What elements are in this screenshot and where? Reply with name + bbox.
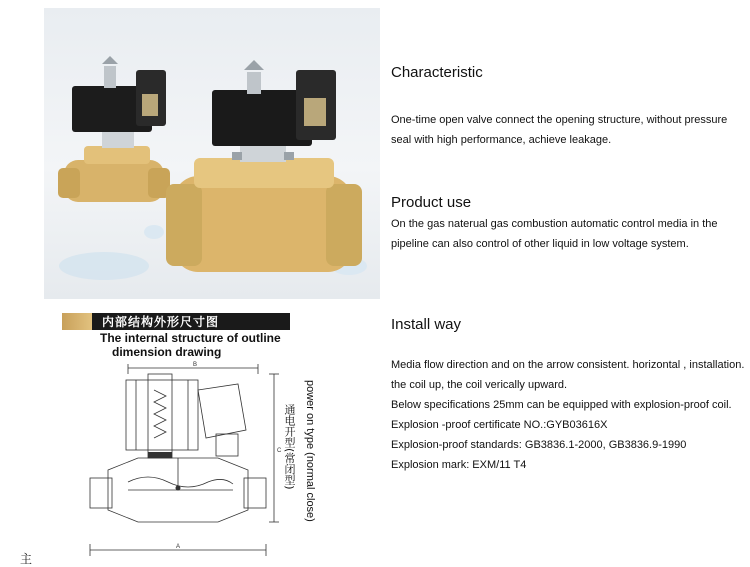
product-photo bbox=[44, 8, 380, 299]
solenoid-valve-illustration bbox=[44, 8, 380, 299]
product-use-text bbox=[391, 214, 718, 254]
vertical-label-en: power on type (normal close) bbox=[304, 380, 316, 522]
install-line: Media flow direction and on the arrow consistent. horizontal , installation. bbox=[391, 359, 745, 371]
banner-title-cn: 内部结构外形尺寸图 bbox=[102, 315, 220, 329]
product-use-line: pipeline can also control of other liquid in low voltage system. bbox=[391, 238, 689, 250]
install-line: Explosion-proof standards: GB3836.1-2000, GB3836.9-1990 bbox=[391, 439, 687, 451]
dimension-c-label: C bbox=[277, 448, 282, 454]
drawing-title bbox=[100, 331, 281, 359]
drawing-title-line2: dimension drawing bbox=[112, 345, 222, 359]
section-title-characteristic: Characteristic bbox=[391, 64, 483, 81]
characteristic-text bbox=[391, 110, 727, 150]
section-title-product-use: Product use bbox=[391, 194, 472, 211]
characteristic-line: seal with high performance, achieve leakage. bbox=[391, 134, 612, 146]
install-line: the coil up, the coil verically upward. bbox=[391, 379, 568, 391]
install-line: Explosion -proof certificate NO.:GYB03616X bbox=[391, 419, 608, 431]
dimension-b-label: B bbox=[193, 362, 198, 368]
corner-mark: 主 bbox=[20, 552, 33, 566]
install-line: Explosion mark: EXM/11 T4 bbox=[391, 459, 527, 471]
product-use-line: On the gas naterual gas combustion automatic control media in the bbox=[391, 218, 718, 230]
dimension-a-label: A bbox=[176, 544, 181, 550]
characteristic-line: One-time open valve connect the opening structure, without pressure bbox=[391, 114, 728, 126]
drawing-banner bbox=[62, 313, 290, 330]
install-way-text bbox=[391, 355, 744, 475]
drawing-title-line1: The internal structure of outline bbox=[100, 331, 281, 345]
install-line: Below specifications 25mm can be equipped with explosion-proof coil. bbox=[391, 399, 732, 411]
banner-accent bbox=[62, 313, 92, 330]
section-title-install-way: Install way bbox=[391, 316, 462, 333]
vertical-label-cn: 通电开型(常闭型) bbox=[283, 404, 296, 490]
